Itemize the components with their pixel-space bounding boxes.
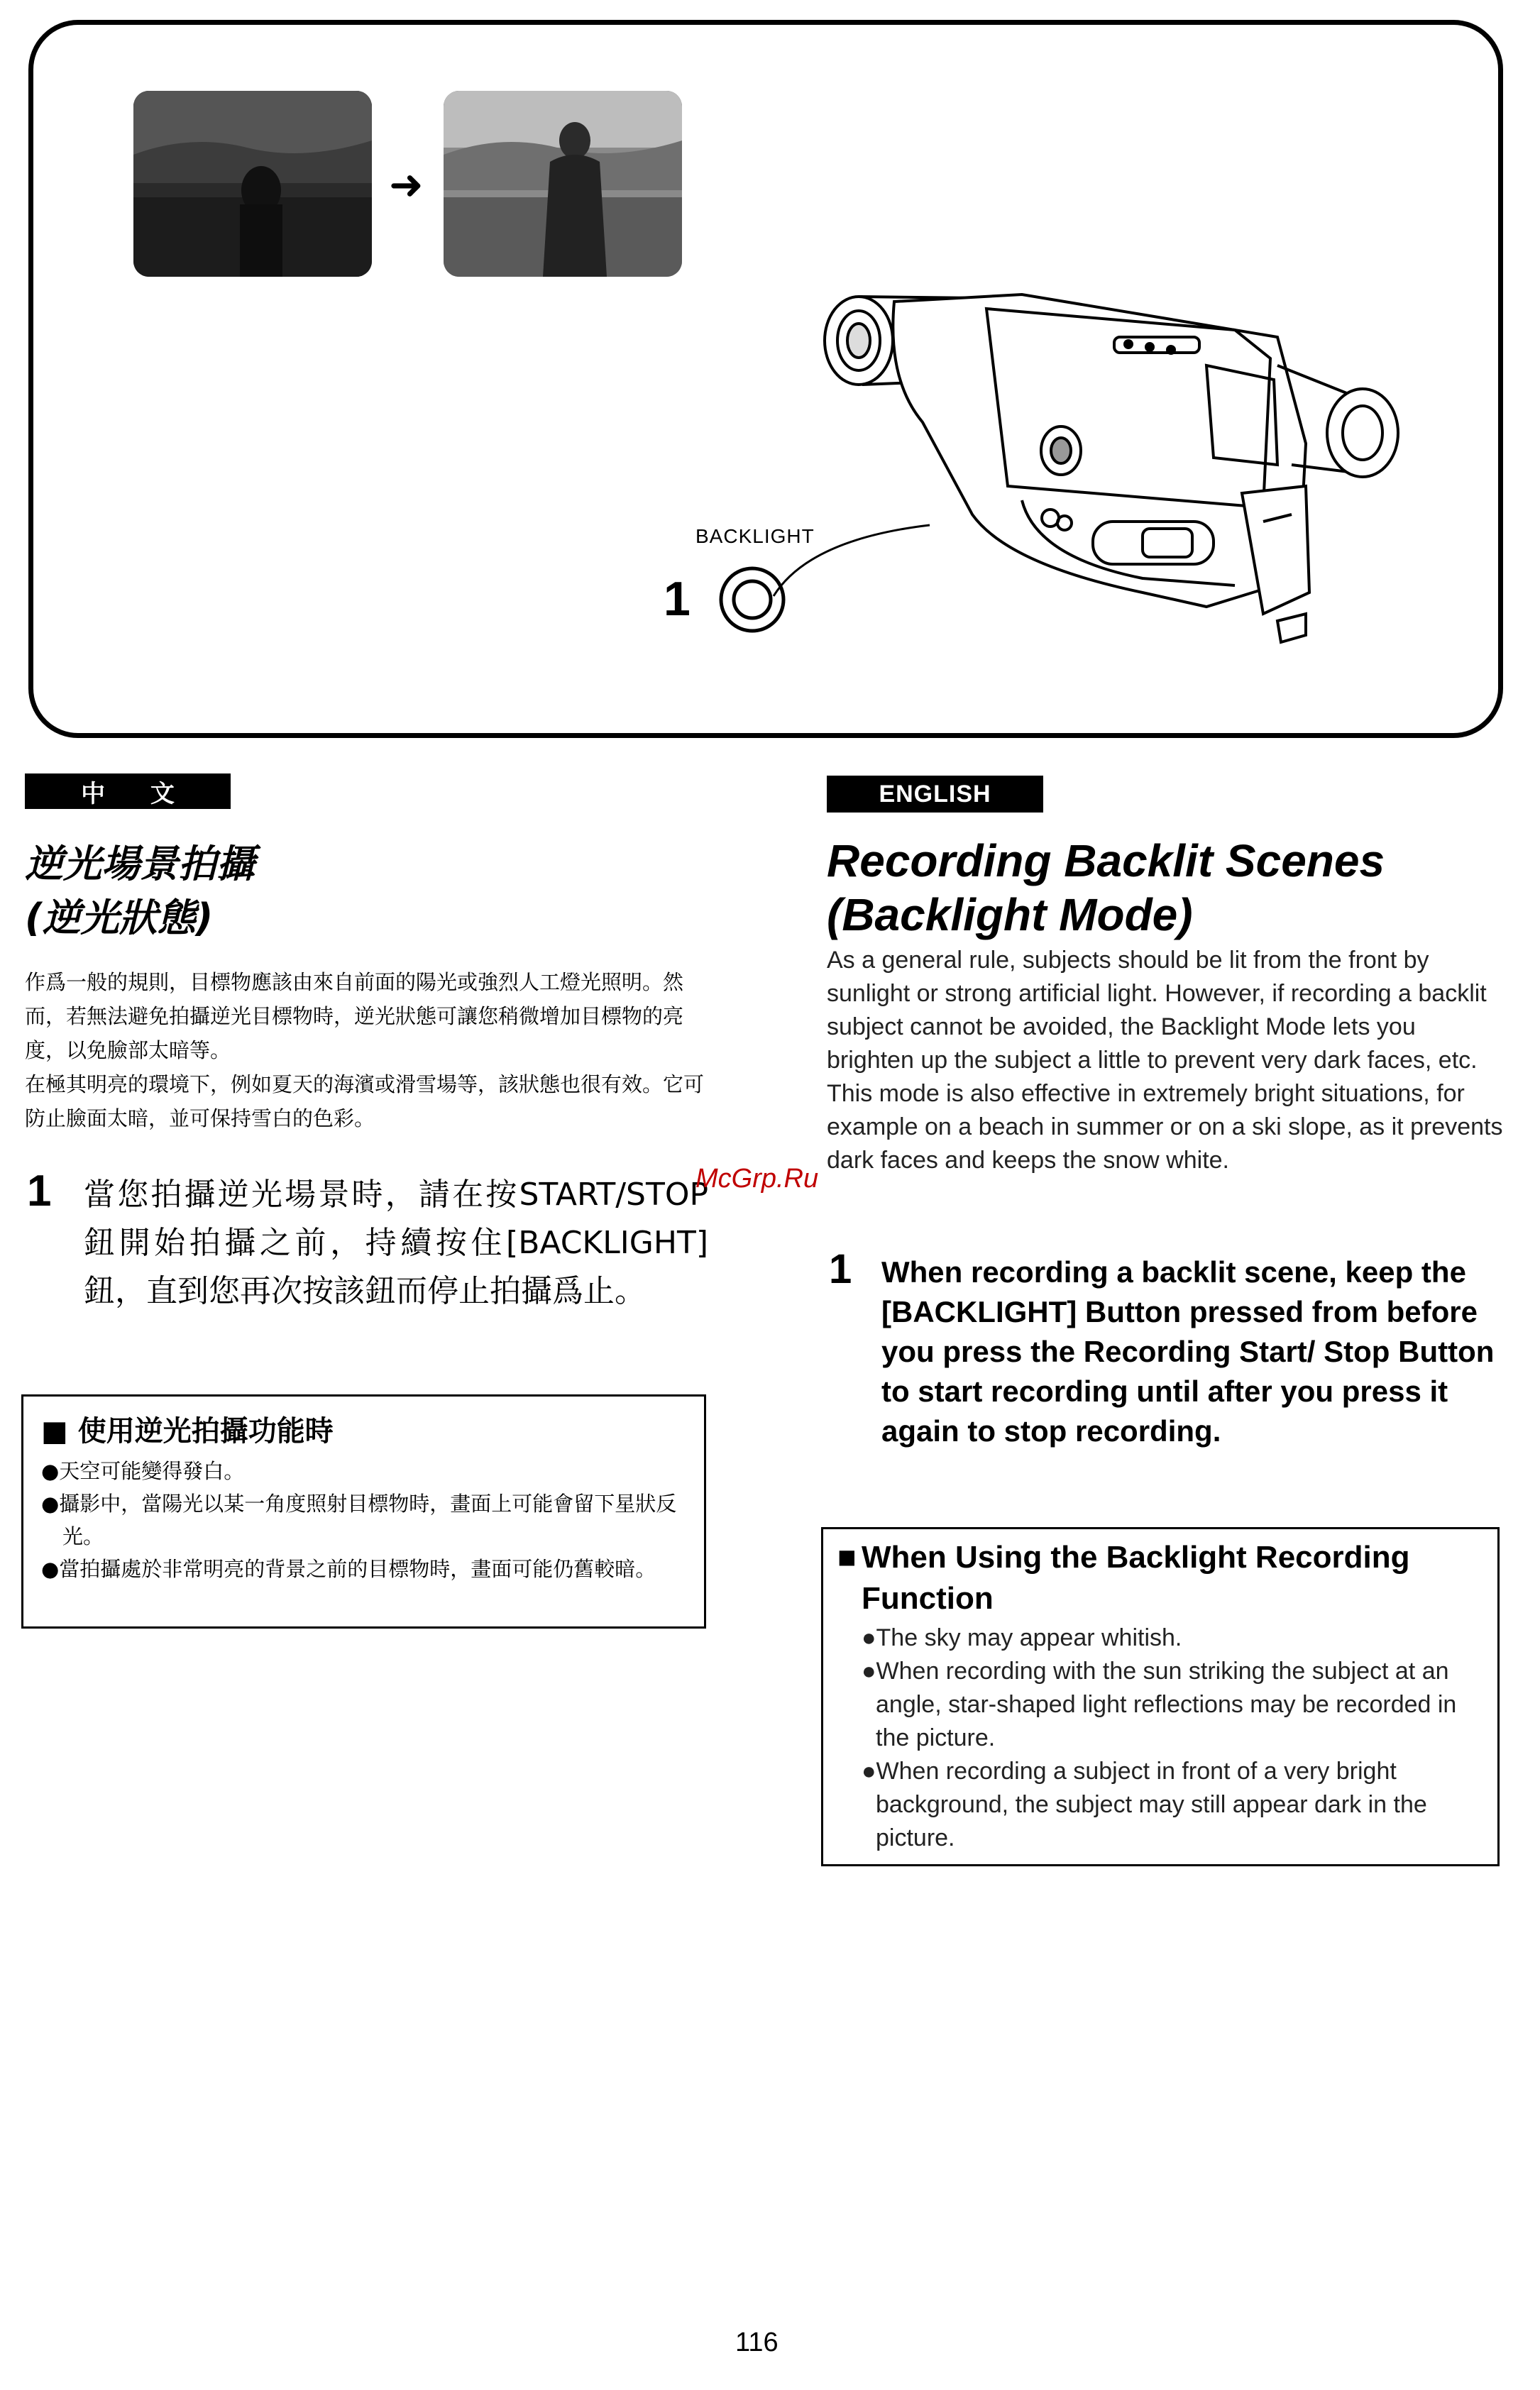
backlight-label: BACKLIGHT [695, 525, 815, 547]
list-item: ●When recording with the sun striking the subject at an angle, star-shaped light reflections may be recorded in the picture. [862, 1658, 1457, 1751]
square-bullet-icon: ■ [837, 1540, 857, 1575]
list-item: ●攝影中，當陽光以某一角度照射目標物時，畫面上可能會留下星狀反光。 [41, 1492, 677, 1548]
en-notes-list [862, 1621, 1486, 1855]
zh-step-text: 當您拍攝逆光場景時，請在按START/STOP鈕開始拍攝之前，持續按住[BACKLIGHT]鈕，直到您再次按該鈕而停止拍攝爲止。 [84, 1177, 708, 1309]
arrow-icon: ➜ [389, 162, 424, 208]
zh-notes-title: ■ 使用逆光拍攝功能時 [41, 1415, 334, 1448]
zh-step-number: 1 [27, 1167, 52, 1216]
list-item: ●When recording a subject in front of a very bright background, the subject may still appear dark in the picture. [862, 1758, 1427, 1851]
photo-before-backlight [133, 91, 372, 277]
zh-notes-list [41, 1455, 694, 1585]
en-intro-paragraph: As a general rule, subjects should be lit from the front by sunlight or strong artificial light. However, if recording a backlit subject cannot be avoided, the Backlight Mode lets you brighten up the subject a little to prevent very dark faces, etc. [827, 947, 1487, 1074]
zh-section-title [25, 837, 706, 945]
page-number: 116 [735, 2328, 779, 2357]
language-tag-chinese: 中 文 [25, 773, 231, 809]
zh-intro-text: 作爲一般的規則，目標物應該由來自前面的陽光或強烈人工燈光照明。然而，若無法避免拍攝逆光目標物時，逆光狀態可讓您稍微增加目標物的亮度，以免臉部太暗等。 在極其明亮的環境下，例如夏天的海濱或滑雪場等，該狀態也很有效。它可防止臉面太暗，並可保持雪白的色彩。 [25, 970, 705, 1130]
photo-after-backlight [444, 91, 682, 277]
list-item: ●The sky may appear whitish. [862, 1624, 1182, 1651]
en-intro-text [827, 944, 1508, 1177]
watermark: McGrp.Ru [695, 1164, 819, 1194]
en-step-text: When recording a backlit scene, keep the [BACKLIGHT] Button pressed from before you press the Recording Start/ Stop Button to start recording until after you press it again to stop recording. [881, 1255, 1495, 1448]
en-title-line2: (Backlight Mode) [827, 889, 1193, 940]
zh-title-line2: (逆光狀態) [25, 896, 214, 940]
en-notes-title: When Using the Backlight Recording Function [862, 1540, 1410, 1616]
en-step-number: 1 [829, 1246, 852, 1292]
callout-line [766, 497, 951, 603]
backlight-button-icon [717, 564, 788, 635]
step-marker: 1 [664, 572, 691, 626]
language-tag-english: ENGLISH [827, 776, 1043, 813]
en-title-line1: Recording Backlit Scenes [827, 835, 1385, 886]
camcorder-illustration [809, 280, 1434, 685]
list-item: ●天空可能變得發白。 [41, 1459, 245, 1483]
en-intro-paragraph: This mode is also effective in extremely bright situations, for example on a beach in summer or on a ski slope, as it prevents dark faces and keeps the snow white. [827, 1080, 1503, 1174]
list-item: ●當拍攝處於非常明亮的背景之前的目標物時，畫面可能仍舊較暗。 [41, 1557, 656, 1581]
en-section-title [827, 834, 1508, 942]
zh-title-line1: 逆光場景拍攝 [25, 842, 255, 886]
